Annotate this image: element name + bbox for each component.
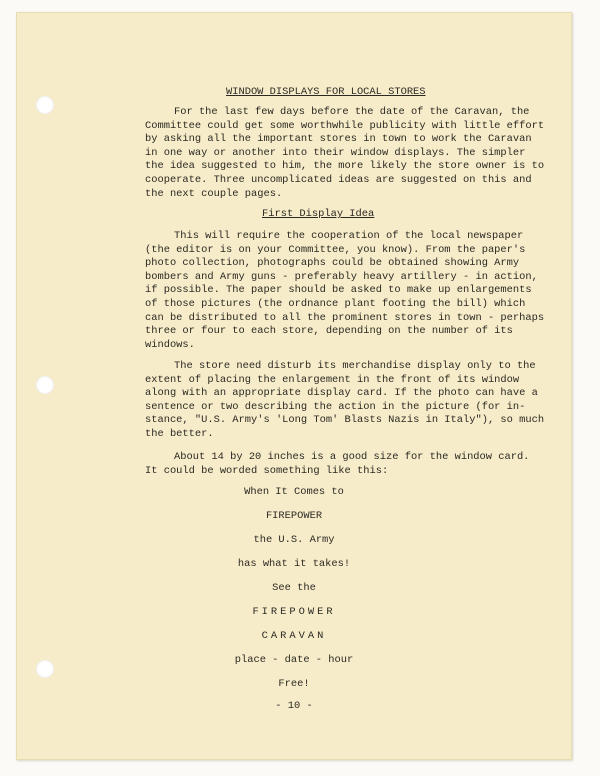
paragraph-line: the better. <box>145 428 214 440</box>
paragraph-line: About 14 by 20 inches is a good size for the window card. <box>174 451 530 463</box>
paragraph-line: bombers and Army guns - preferably heavy artillery - in action, <box>145 270 538 283</box>
paragraph-line: in one way or another into their window displays. The simpler <box>145 146 526 159</box>
page-title: WINDOW DISPLAYS FOR LOCAL STORES <box>226 86 426 98</box>
paragraph-line: the next couple pages. <box>145 187 283 200</box>
paragraph-line: Committee could get some worthwhile publicity with little effort <box>145 119 545 132</box>
card-line: When It Comes to <box>244 486 344 498</box>
card-line: the U.S. Army <box>253 534 335 546</box>
card-line: FIREPOWER <box>252 606 336 618</box>
card-line: has what it takes! <box>237 558 351 570</box>
paragraph-line: windows. <box>145 338 195 351</box>
punch-hole-middle <box>36 376 54 394</box>
paragraph-line: stance, "U.S. Army's 'Long Tom' Blasts Nazis in Italy"), so much <box>145 414 545 427</box>
paragraph-line: It could be worded something like this: <box>145 464 389 477</box>
page-number: - 10 - <box>275 700 313 712</box>
section-subheading: First Display Idea <box>262 208 375 220</box>
paragraph-line: sentence or two describing the action in the picture (for in- <box>145 400 526 413</box>
paragraph-line: can be distributed to all the prominent stores in town - perhaps <box>145 311 545 324</box>
paragraph-line: photo collection, photographs could be obtained showing Army <box>145 257 520 270</box>
paragraph-line: extent of placing the enlargement in the front of its window <box>145 373 520 386</box>
paragraph-line: by asking all the important stores in town to work the Caravan <box>145 133 532 146</box>
paragraph-line: of those pictures (the ordnance plant footing the bill) which <box>145 298 526 310</box>
punch-hole-top <box>36 96 54 114</box>
paragraph-line: along with an appropriate display card. If the photo can have a <box>145 387 538 400</box>
paragraph-line: (the editor is on your Committee, you know). From the paper's <box>145 243 526 256</box>
paragraph-line: if possible. The paper should be asked to make up enlargements <box>145 284 532 297</box>
card-line: FIREPOWER <box>265 510 323 522</box>
card-line: place - date - hour <box>234 654 354 666</box>
paragraph-line: For the last few days before the date of the Caravan, the <box>174 106 530 118</box>
paragraph-line: The store need disturb its merchandise display only to the <box>174 360 536 372</box>
paragraph-line: cooperate. Three uncomplicated ideas are suggested on this and <box>145 174 532 186</box>
paragraph-line: three or four to each store, depending on the number of its <box>145 325 513 338</box>
card-line: CARAVAN <box>261 630 327 642</box>
card-line: See the <box>272 582 316 594</box>
card-line: Free! <box>278 678 310 690</box>
paragraph-line: This will require the cooperation of the local newspaper <box>174 230 524 242</box>
paragraph-line: the idea suggested to him, the more likely the store owner is to <box>145 160 545 173</box>
document-page <box>16 12 572 760</box>
